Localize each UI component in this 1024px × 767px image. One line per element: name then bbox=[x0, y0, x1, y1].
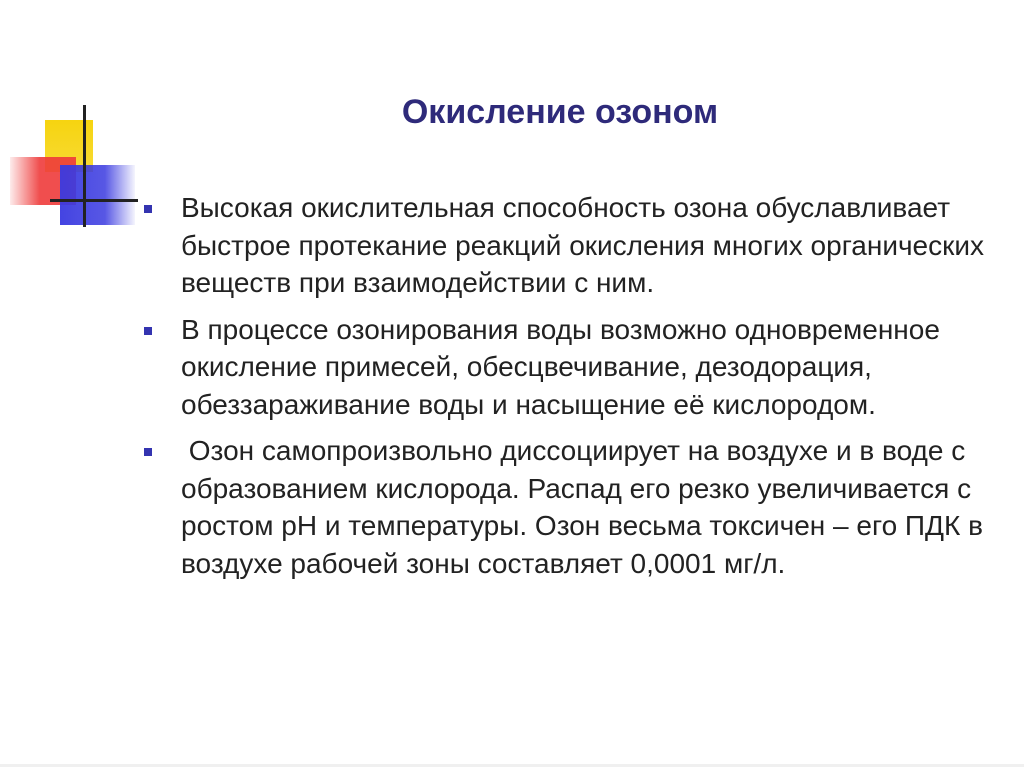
bullet-text: В процессе озонирования воды возможно одновременное окисление примесей, обесцвечивание, дезодорация, обеззараживание воды и насыщение её кислородом. bbox=[181, 313, 948, 420]
square-bullet-icon bbox=[144, 448, 152, 456]
bullet-text: Озон самопроизвольно диссоциирует на воздухе и в воде с образованием кислорода. Распад его резко увеличивается с ростом pH и температуры. Озон весьма токсичен – его ПДК в воздухе рабочей зоны составляет 0,0001 мг/л. bbox=[181, 435, 991, 579]
vertical-line bbox=[83, 105, 86, 227]
bullet-item bbox=[140, 311, 1000, 424]
bullet-item bbox=[140, 189, 1000, 302]
bullet-text: Высокая окислительная способность озона обуславливает быстрое протекание реакций окисления многих органических веществ при взаимодействии с ним. bbox=[181, 192, 992, 298]
square-bullet-icon bbox=[144, 205, 152, 213]
horizontal-line bbox=[50, 199, 138, 202]
bullet-item bbox=[140, 432, 1000, 582]
decorative-squares-logo bbox=[10, 105, 140, 230]
bullet-list bbox=[140, 189, 1000, 582]
square-bullet-icon bbox=[144, 327, 152, 335]
slide-title: Окисление озоном bbox=[401, 93, 719, 131]
blue-square bbox=[60, 165, 135, 225]
